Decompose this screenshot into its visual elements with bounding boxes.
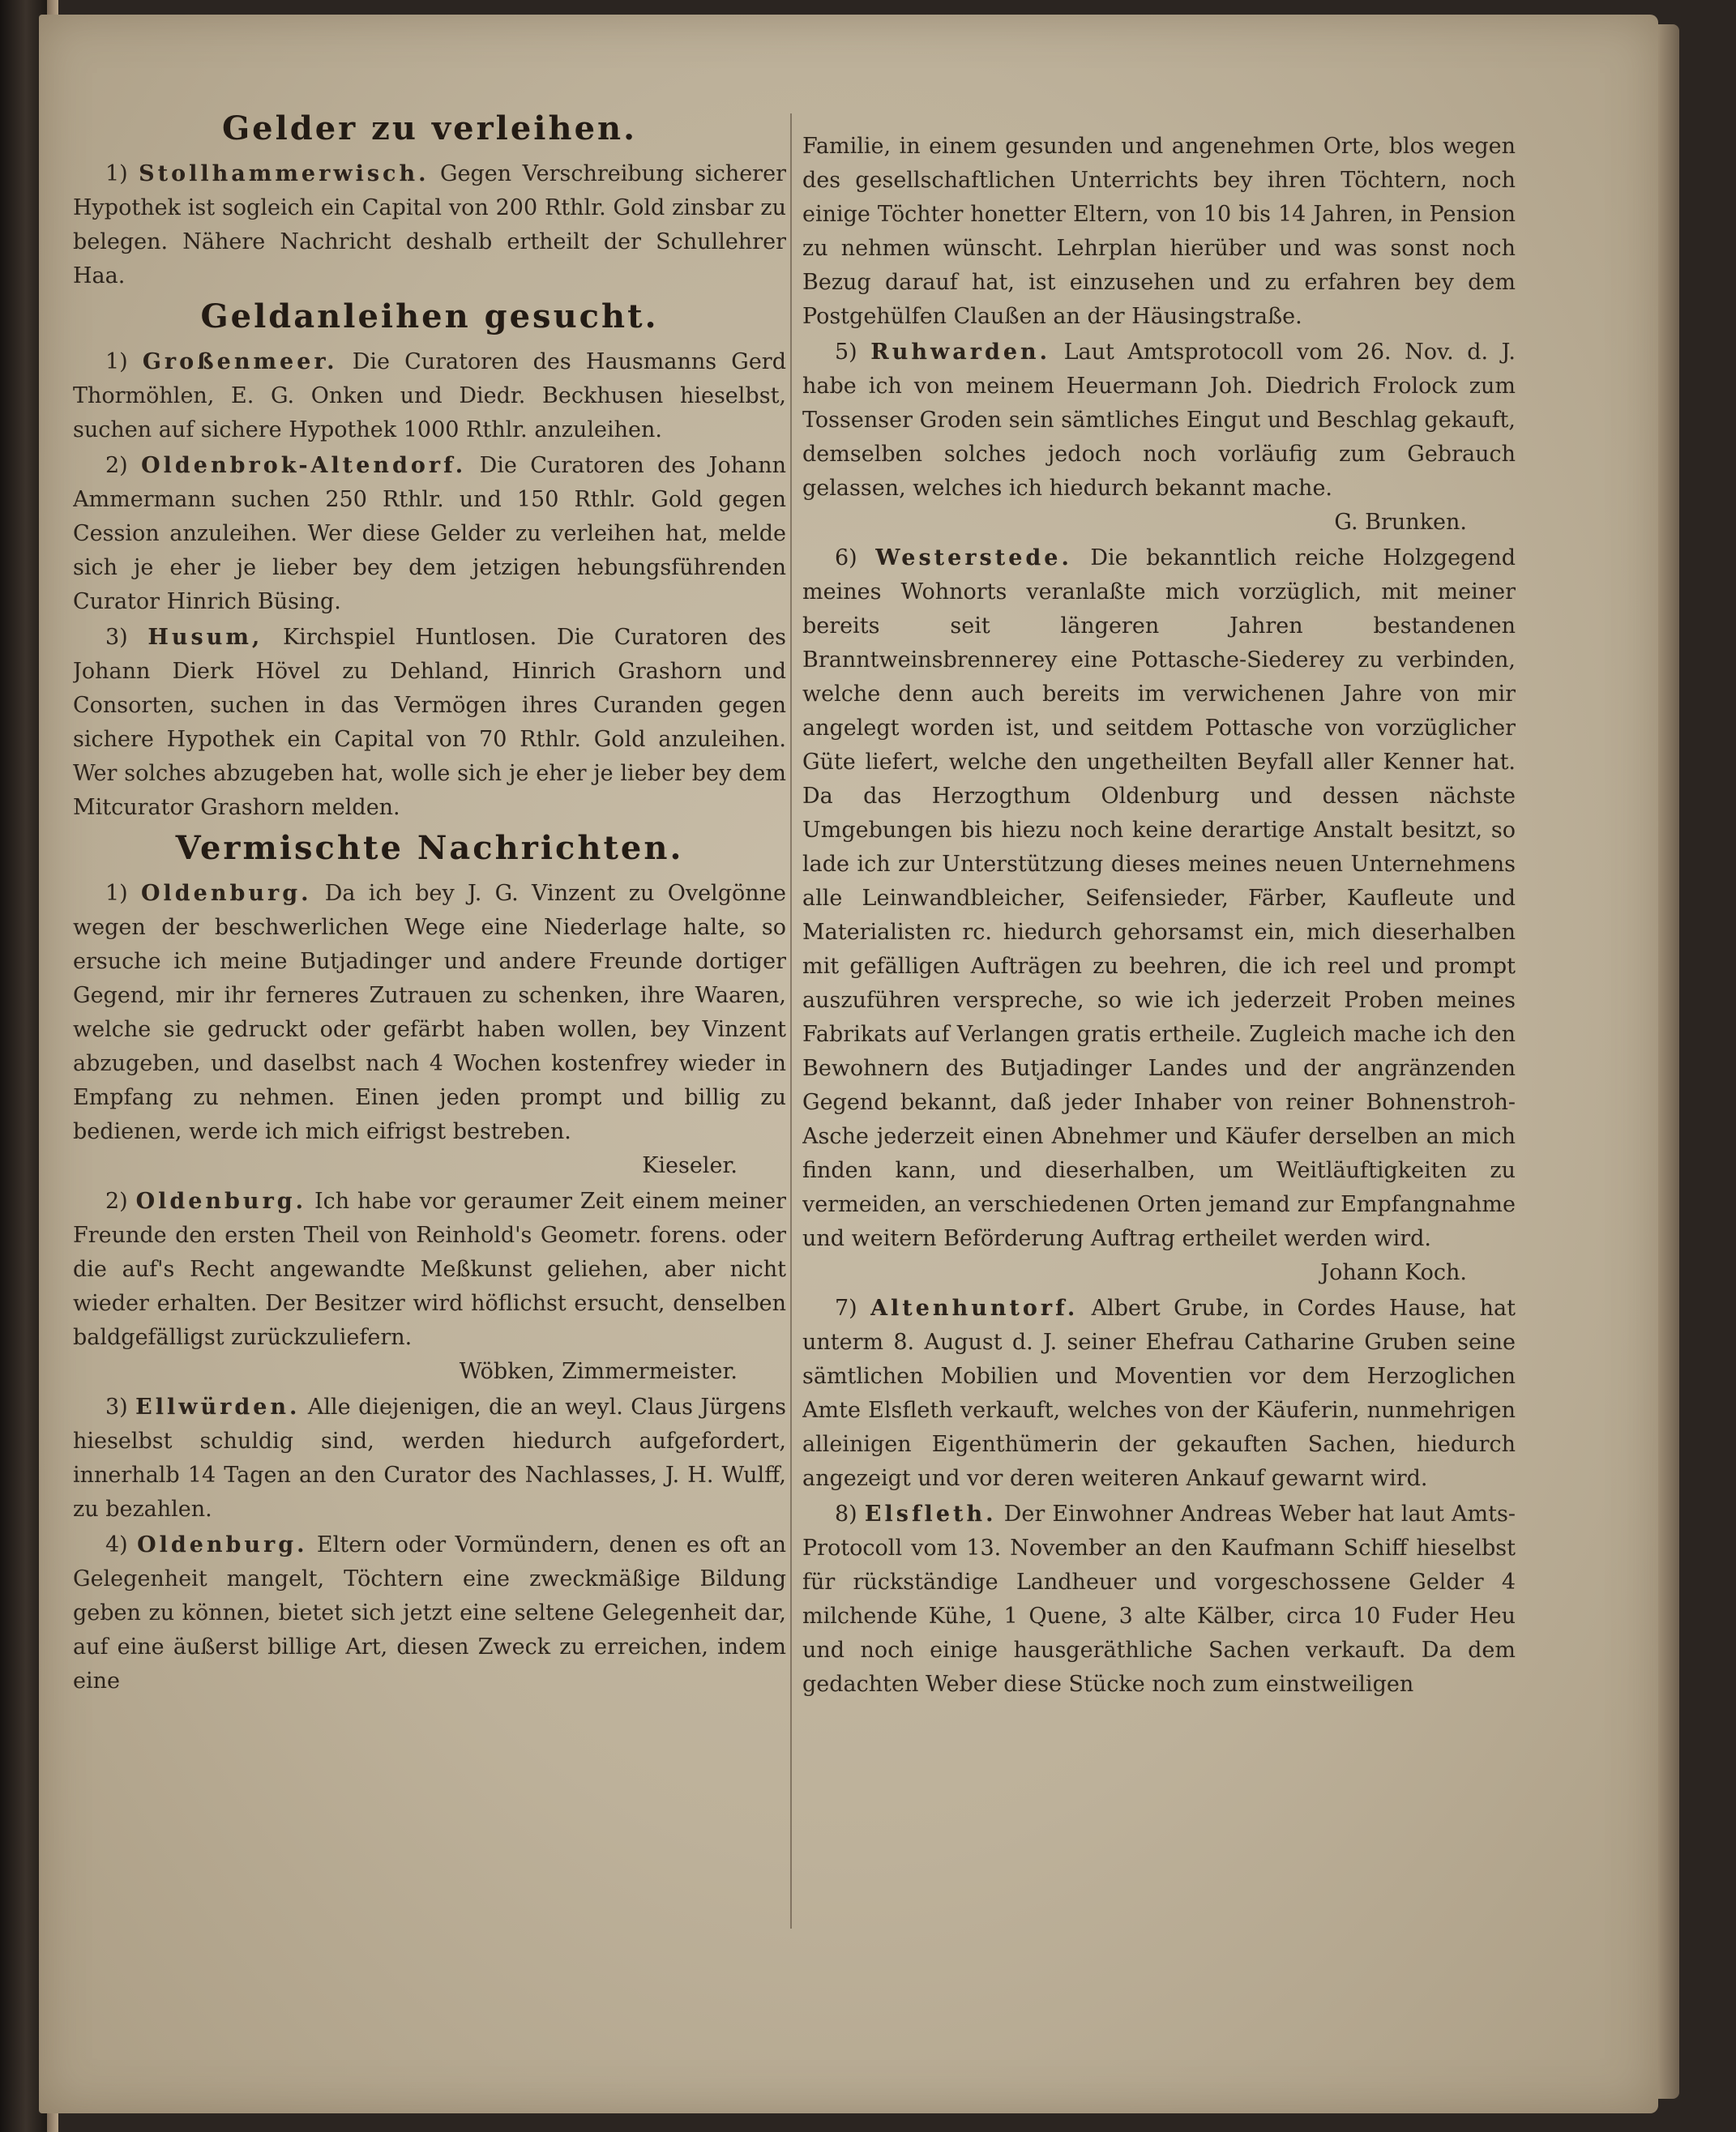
notice [73,1185,786,1389]
notice-place: Oldenburg. [137,1532,308,1557]
notice [802,1292,1516,1496]
notice-number: 4) [105,1532,128,1557]
notice-place: Ruhwarden. [870,340,1051,365]
notice-number: 1) [105,349,128,374]
notice-place: Ellwürden. [135,1395,301,1420]
notice-number: 2) [105,1189,128,1214]
notice-number: 2) [105,453,128,478]
notice [73,877,786,1183]
notice-text: Die bekanntlich reiche Holzgegend meines Wohnorts veranlaßte mich vorzüglich, mit meiner bereits seit längeren Jahren bestandenen Branntweinsbrennerey eine Pottasche-Siederey zu verbinden, welche denn auch bereits im verwichenen Jahre von mir angelegt worden ist, und seitdem Pottasche von vorzüglicher Güte liefert, welche den ungetheilten Beyfall aller Kenner hat. Da das Herzogthum Oldenburg und dessen nächste Umgebungen bis hiezu noch keine derartige Anstalt besitzt, so lade ich zur Unterstützung dieses meines neuen Unternehmens alle Leinwandbleicher, Seifensieder, Färber, Kaufleute und Materialisten rc. hiedurch gehorsamst ein, mich dieserhalben mit gefälligen Aufträgen zu beehren, die ich reel und prompt auszuführen verspreche, so wie ich jederzeit Proben meines Fabrikats auf Verlangen gratis ertheile. Zugleich mache ich den Bewohnern des Butjadinger Landes und der angränzenden Gegend bekannt, daß jeder Inhaber von reiner Bohnenstroh-Asche jederzeit einen Abnehmer und Käufer derselben an mich finden kann, und dieserhalben, um Weitläuftigkeiten zu vermeiden, an verschiedenen Orten jemand zur Empfangnahme und weitern Beförderung Auftrag ertheilet werden wird. [802,545,1516,1251]
notice-text: Kirchspiel Huntlosen. Die Curatoren des Johann Dierk Hövel zu Dehland, Hinrich Grashorn und Consorten, suchen in das Vermögen ihres Curanden gegen sichere Hypothek ein Capital von 70 Rthlr. Gold anzuleihen. Wer solches abzugeben hat, wolle sich je eher je lieber bey dem Mitcurator Grashorn melden. [73,625,786,820]
left-column [73,105,786,2042]
notice-text: Ich habe vor geraumer Zeit einem meiner Freunde den ersten Theil von Reinhold's Geometr. forens. oder die auf's Recht angewandte Meßkunst geliehen, aber nicht wieder erhalten. Der Besitzer wird höflichst ersucht, denselben baldgefälligst zurückzuliefern. [73,1189,786,1350]
notice-continuation [802,130,1516,334]
notice-signature: Johann Koch. [1320,1260,1467,1285]
notice-text: Der Einwohner Andreas Weber hat laut Amts-Protocoll vom 13. November an den Kaufmann Schiff hieselbst für rückständige Landheuer und vorgeschossene Gelder 4 milchende Kühe, 1 Quene, 3 alte Kälber, circa 10 Fuder Heu und noch einige hausgeräthliche Sachen verkauft. Da dem gedachten Weber diese Stücke noch zum einstweiligen [802,1502,1516,1697]
notice-place: Großenmeer. [142,349,338,374]
heading-loans-wanted: Geldanleihen gesucht. [200,297,659,335]
notice-place: Elsfleth. [864,1502,997,1527]
notice-text: Die Curatoren des Johann Ammermann suchen 250 Rthlr. und 150 Rthlr. Gold gegen Cession anzuleihen. Wer diese Gelder zu verleihen hat, melde sich je eher je lieber bey dem jetzigen hebungsführenden Curator Hinrich Büsing. [73,453,786,614]
heading-loans-offered: Gelder zu verleihen. [221,109,638,147]
heading-miscellaneous: Vermischte Nachrichten. [175,829,684,867]
notice-place: Husum, [148,625,263,650]
notice-place: Oldenburg. [135,1189,307,1214]
notice [73,1528,786,1698]
column-divider [790,113,792,1929]
notice-text: Alle diejenigen, die an weyl. Claus Jürgens hieselbst schuldig sind, werden hiedurch aufgefordert, innerhalb 14 Tagen an den Curator des Nachlasses, J. H. Wulff, zu bezahlen. [73,1395,786,1522]
notice-number: 3) [105,1395,128,1420]
notice-place: Oldenburg. [141,881,312,906]
notice [802,335,1516,540]
notice-text: Eltern oder Vormündern, denen es oft an Gelegenheit mangelt, Töchtern eine zweckmäßige Bildung geben zu können, bietet sich jetzt eine seltene Gelegenheit dar, auf eine äußerst billige Art, diesen Zweck zu erreichen, indem eine [73,1532,786,1694]
notice [73,1391,786,1527]
notice-place: Oldenbrok-Altendorf. [141,453,467,478]
notice-number: 7) [835,1296,857,1321]
notice-text: Albert Grube, in Cordes Hause, hat unterm 8. August d. J. seiner Ehefrau Catharine Gruben seine sämtlichen Mobilien und Moventien vor dem Herzoglichen Amte Elsfleth verkauft, welches von der Käuferin, nunmehrigen alleinigen Eigenthümerin der gekauften Sachen, hiedurch angezeigt und vor deren weiteren Ankauf gewarnt wird. [802,1296,1516,1491]
notice [802,541,1516,1290]
notice [802,1498,1516,1702]
right-column [802,130,1516,2066]
notice [73,621,786,825]
notice-signature: Wöbken, Zimmermeister. [459,1359,738,1384]
notice [73,157,786,293]
notice-signature: Kieseler. [642,1153,738,1178]
notice-place: Altenhuntorf. [870,1296,1079,1321]
page-stack-edge [1658,24,1679,2099]
notice-signature: G. Brunken. [1334,510,1467,535]
notice [73,449,786,619]
notice-number: 5) [835,340,857,365]
notice-number: 1) [105,881,128,906]
notice-number: 1) [105,161,128,186]
notice-number: 6) [835,545,857,570]
notice [73,345,786,447]
notice-text: Gegen Verschreibung sicherer Hypothek ist sogleich ein Capital von 200 Rthlr. Gold zinsbar zu belegen. Nähere Nachricht deshalb ertheilt der Schullehrer Haa. [73,161,786,288]
notice-text: Familie, in einem gesunden und angenehmen Orte, blos wegen des gesellschaftlichen Unterrichts bey ihren Töchtern, noch einige Töchter honetter Eltern, von 10 bis 14 Jahren, in Pension zu nehmen wünscht. Lehrplan hierüber und was sonst noch Bezug darauf hat, ist einzusehen und zu erfahren bey dem Postgehülfen Claußen an der Häusingstraße. [802,134,1516,329]
notice-place: Westerstede. [875,545,1072,570]
notice-text: Da ich bey J. G. Vinzent zu Ovelgönne wegen der beschwerlichen Wege eine Niederlage halte, so ersuche ich meine Butjadinger und andere Freunde dortiger Gegend, mir ihr ferneres Zutrauen zu schenken, ihre Waaren, welche sie gedruckt oder gefärbt haben wollen, bey Vinzent abzugeben, und daselbst nach 4 Wochen kostenfrey wieder in Empfang zu nehmen. Einen jeden prompt und billig zu bedienen, werde ich mich eifrigst bestreben. [73,881,786,1144]
notice-place: Stollhammerwisch. [139,161,430,186]
notice-number: 3) [105,625,128,650]
notice-text: Die Curatoren des Hausmanns Gerd Thormöhlen, E. G. Onken und Diedr. Beckhusen hieselbst, suchen auf sichere Hypothek 1000 Rthlr. anzuleihen. [73,349,786,442]
notice-text: Laut Amtsprotocoll vom 26. Nov. d. J. habe ich von meinem Heuermann Joh. Diedrich Frolock zum Tossenser Groden sein sämtliches Eingut und Beschlag gekauft, demselben solches jedoch noch vorläufig zum Gebrauch gelassen, welches ich hiedurch bekannt mache. [802,340,1516,501]
notice-number: 8) [835,1502,857,1527]
